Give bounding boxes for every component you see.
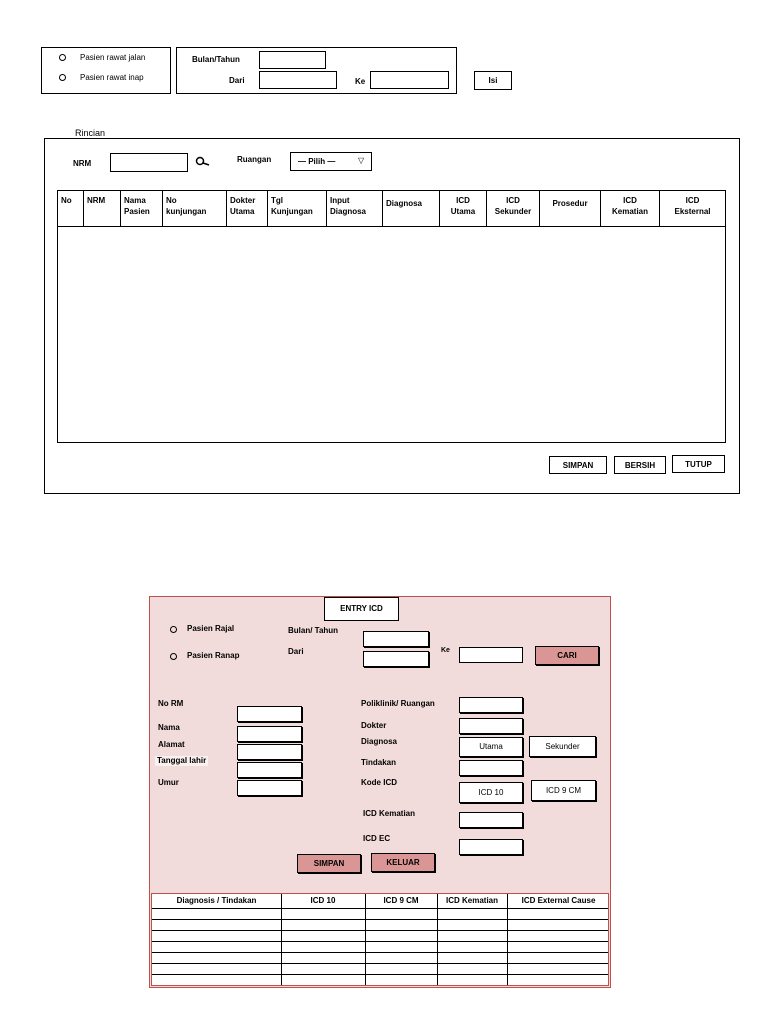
entry-ke-label: Ke (441, 647, 450, 654)
th-icd9cm: ICD 9 CM (383, 896, 419, 905)
diagnosa-label: Diagnosa (361, 737, 398, 746)
tanggal-lahir-input[interactable] (237, 762, 302, 778)
dari-input[interactable] (259, 71, 337, 89)
icd-ec-input[interactable] (459, 839, 523, 855)
search-icon[interactable] (195, 155, 209, 165)
col-tgl-kunjungan: Tgl Kunjungan (268, 191, 327, 226)
col-no-kunjungan: No kunjungan (163, 191, 227, 226)
poliklinik-input[interactable] (459, 697, 523, 713)
bersih-button[interactable]: BERSIH (614, 456, 666, 474)
th-icd10: ICD 10 (310, 896, 336, 905)
rincian-table-header (58, 191, 725, 227)
table-row-divider (152, 952, 608, 953)
col-no: No (58, 191, 84, 226)
entry-bulan-tahun-label: Bulan/ Tahun (288, 626, 339, 635)
no-rm-input[interactable] (237, 706, 302, 722)
dokter-input[interactable] (459, 718, 523, 734)
dari-label: Dari (229, 76, 245, 85)
col-input-diagnosa: Input Diagnosa (327, 191, 383, 226)
table-col-divider (281, 894, 282, 985)
nama-label: Nama (158, 723, 180, 732)
table-row-divider (152, 963, 608, 964)
rincian-legend: Rincian (71, 128, 109, 138)
radio-rawat-jalan-label: Pasien rawat jalan (80, 53, 146, 62)
bulan-tahun-label: Bulan/Tahun (192, 55, 240, 64)
tanggal-lahir-label: Tanggal lahir (157, 756, 207, 765)
radio-pasien-rajal[interactable] (170, 626, 177, 633)
dokter-label: Dokter (361, 721, 387, 730)
tindakan-input[interactable] (459, 760, 523, 776)
entry-simpan-button[interactable]: SIMPAN (297, 854, 361, 873)
table-row-divider (152, 941, 608, 942)
simpan-button[interactable]: SIMPAN (549, 456, 607, 474)
table-row-divider (152, 919, 608, 920)
isi-button[interactable]: Isi (474, 71, 512, 90)
kode-icd-label: Kode ICD (361, 778, 397, 787)
alamat-input[interactable] (237, 744, 302, 760)
entry-dari-input[interactable] (363, 651, 429, 667)
table-col-divider (507, 894, 508, 985)
col-nama-pasien: Nama Pasien (121, 191, 163, 226)
keluar-button[interactable]: KELUAR (371, 853, 435, 872)
ruangan-select-value: — Pilih — (298, 157, 336, 166)
table-col-divider (365, 894, 366, 985)
ruangan-select[interactable] (290, 152, 372, 171)
rincian-table (57, 190, 726, 443)
entry-bulan-tahun-input[interactable] (363, 631, 429, 647)
sekunder-button[interactable]: Sekunder (529, 736, 596, 757)
col-icd-eksternal: ICD Eksternal (674, 196, 711, 216)
icd10-button[interactable]: ICD 10 (459, 782, 523, 803)
nrm-input[interactable] (110, 153, 188, 172)
entry-dari-label: Dari (288, 647, 304, 656)
umur-label: Umur (158, 778, 179, 787)
umur-input[interactable] (237, 780, 302, 796)
radio-rawat-inap-label: Pasien rawat inap (80, 73, 144, 82)
th-diagnosis-tindakan: Diagnosis / Tindakan (176, 896, 257, 905)
col-icd-kematian: ICD Kematian (601, 191, 660, 226)
col-icd-utama: ICD Utama (440, 191, 487, 226)
tutup-button[interactable]: TUTUP (672, 455, 725, 473)
th-icd-kematian: ICD Kematian (445, 896, 498, 905)
radio-pasien-ranap[interactable] (170, 653, 177, 660)
icd9cm-button[interactable]: ICD 9 CM (531, 780, 596, 801)
bulan-tahun-input[interactable] (259, 51, 326, 69)
tindakan-label: Tindakan (361, 758, 396, 767)
col-nrm: NRM (84, 191, 121, 226)
entry-icd-title: ENTRY ICD (324, 597, 399, 621)
th-icd-external-cause: ICD External Cause (521, 896, 596, 905)
radio-rawat-inap[interactable] (59, 74, 66, 81)
poliklinik-label: Poliklinik/ Ruangan (361, 699, 435, 708)
col-diagnosa: Diagnosa (383, 191, 440, 226)
ke-label: Ke (355, 77, 366, 86)
table-col-divider (437, 894, 438, 985)
col-dokter-utama: Dokter Utama (227, 191, 268, 226)
icd-ec-label: ICD EC (363, 834, 391, 843)
entry-ke-input[interactable] (459, 647, 523, 663)
alamat-label: Alamat (158, 740, 185, 749)
col-icd-sekunder: ICD Sekunder (487, 191, 540, 226)
icd-kematian-label: ICD Kematian (363, 809, 416, 818)
nama-input[interactable] (237, 726, 302, 742)
col-prosedur: Prosedur (540, 191, 601, 226)
utama-button[interactable]: Utama (459, 737, 523, 757)
no-rm-label: No RM (158, 699, 184, 708)
radio-pasien-ranap-label: Pasien Ranap (187, 651, 240, 660)
icd-kematian-input[interactable] (459, 812, 523, 828)
table-row-divider (152, 908, 608, 909)
ruangan-label: Ruangan (237, 155, 272, 164)
nrm-label: NRM (73, 159, 92, 168)
ke-input[interactable] (370, 71, 449, 89)
entry-icd-table (151, 893, 609, 986)
table-row-divider (152, 974, 608, 975)
chevron-down-icon: ▽ (358, 156, 365, 165)
radio-rawat-jalan[interactable] (59, 54, 66, 61)
table-row-divider (152, 930, 608, 931)
cari-button[interactable]: CARI (535, 646, 599, 665)
radio-pasien-rajal-label: Pasien Rajal (187, 624, 235, 633)
